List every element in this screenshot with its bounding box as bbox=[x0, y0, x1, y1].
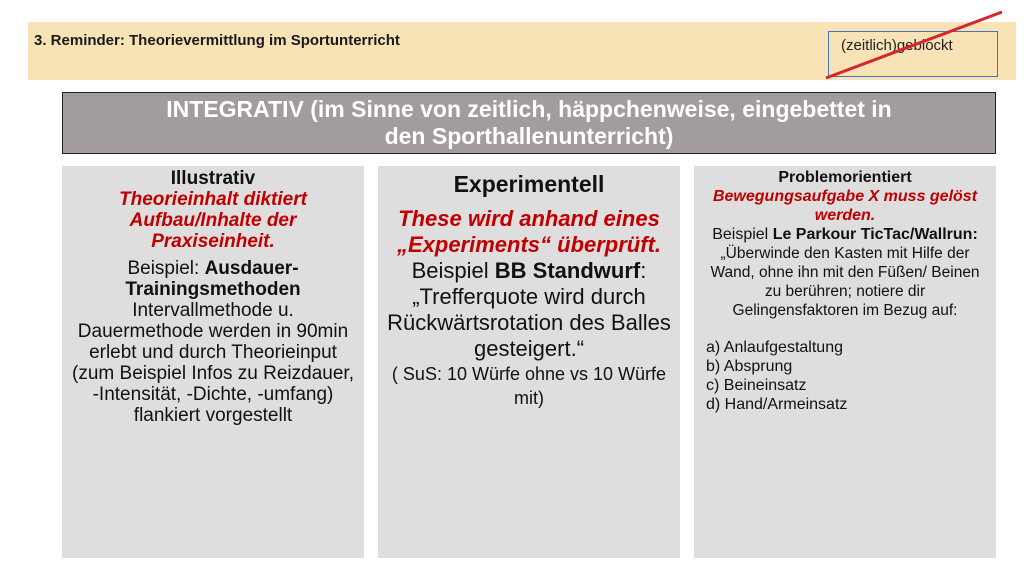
slide-title: 3. Reminder: Theorievermittlung im Sportunterricht bbox=[34, 32, 400, 49]
list-item: a) Anlaufgestaltung bbox=[706, 339, 843, 356]
column-description: Bewegungsaufgabe X muss gelöst werden. bbox=[712, 188, 978, 224]
column-quote: „Trefferquote wird durch Rückwärtsrotation des Balles gesteigert.“ bbox=[387, 284, 671, 361]
column-experimentell bbox=[378, 166, 680, 558]
column-description: These wird anhand eines „Experiments“ überprüft. bbox=[396, 206, 662, 257]
column-quote: „Überwinde den Kasten mit Hilfe der Wand, ohne ihn mit den Füßen/ Beinen zu berühren; notiere dir Gelingensfaktoren im Bezug auf: bbox=[710, 245, 980, 319]
column-heading: Problemorientiert bbox=[778, 169, 912, 186]
criteria-list bbox=[702, 338, 988, 414]
column-example: Beispiel BB Standwurf: bbox=[411, 258, 647, 283]
column-heading: Illustrativ bbox=[170, 168, 256, 189]
column-example: Beispiel Le Parkour TicTac/Wallrun: bbox=[712, 226, 978, 243]
tag-label: (zeitlich)geblockt bbox=[841, 37, 953, 54]
banner-line-2: den Sporthallenunterricht) bbox=[384, 123, 674, 149]
column-note: ( SuS: 10 Würfe ohne vs 10 Würfe mit) bbox=[391, 364, 667, 408]
column-heading: Experimentell bbox=[453, 171, 605, 197]
column-problemorientiert bbox=[694, 166, 996, 558]
column-example: Beispiel: Ausdauer-Trainingsmethoden Intervallmethode u. Dauermethode werden in 90min erlebt und durch Theorieinput (zum Beispiel Infos zu Reizdauer, -Intensität, -Dichte, -umfang) flankiert vorgestellt bbox=[72, 258, 354, 426]
column-illustrativ bbox=[62, 166, 364, 558]
list-item: d) Hand/Armeinsatz bbox=[706, 396, 848, 413]
column-description: Theorieinhalt diktiert Aufbau/Inhalte der Praxiseinheit. bbox=[119, 189, 307, 252]
integrativ-banner bbox=[62, 92, 996, 154]
list-item: b) Absprung bbox=[706, 358, 793, 375]
list-item: c) Beineinsatz bbox=[706, 377, 807, 394]
banner-line-1: INTEGRATIV (im Sinne von zeitlich, häppchenweise, eingebettet in bbox=[166, 96, 892, 122]
strike-through-line bbox=[820, 8, 1010, 80]
